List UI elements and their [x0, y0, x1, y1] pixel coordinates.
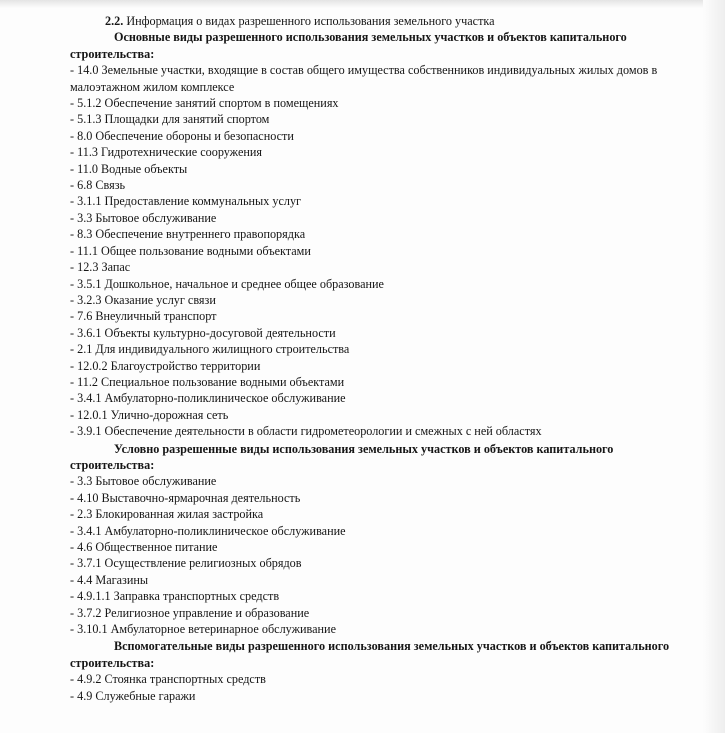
list-item: - 3.9.1 Обеспечение деятельности в области гидрометеорологии и смежных с ней областях: [70, 424, 542, 439]
list-item: - 3.6.1 Объекты культурно-досуговой деятельности: [70, 325, 336, 340]
list-item: - 7.6 Внеуличный транспорт: [70, 309, 217, 324]
list-item: - 5.1.2 Обеспечение занятий спортом в помещениях: [70, 96, 339, 111]
list-item: - 4.9.2 Стоянка транспортных средств: [70, 672, 266, 687]
list-item: - 3.3 Бытовое обслуживание: [70, 210, 217, 225]
list-item: - 3.3 Бытовое обслуживание: [70, 474, 217, 489]
list-item: - 3.5.1 Дошкольное, начальное и среднее общее образование: [70, 276, 384, 291]
list-item: - 14.0 Земельные участки, входящие в состав общего имущества собственников индивидуальных жилых домов в малоэтажном жилом комплексе: [70, 63, 658, 94]
document-body: [70, 13, 690, 704]
list-item: - 11.0 Водные объекты: [70, 161, 188, 176]
auxiliary-uses-heading: Вспомогательные виды разрешенного использования земельных участков и объектов капитального строительства:: [70, 639, 670, 670]
list-item: - 8.0 Обеспечение обороны и безопасности: [70, 128, 294, 143]
list-item: - 4.4 Магазины: [70, 572, 149, 587]
list-item: - 2.1 Для индивидуального жилищного строительства: [70, 342, 350, 357]
list-item: - 5.1.3 Площадки для занятий спортом: [70, 112, 270, 127]
list-item: - 3.7.2 Религиозное управление и образование: [70, 605, 310, 620]
list-item: - 11.1 Общее пользование водными объектами: [70, 243, 311, 258]
conditional-uses-list: [70, 473, 690, 637]
list-item: - 4.9 Служебные гаражи: [70, 688, 196, 703]
section-title-number: 2.2.: [105, 14, 124, 28]
list-item: - 3.7.1 Осуществление религиозных обрядов: [70, 556, 302, 571]
list-item: - 3.4.1 Амбулаторно-поликлиническое обслуживание: [70, 523, 346, 538]
section-title-text: Информация о видах разрешенного использования земельного участка: [123, 14, 495, 28]
list-item: - 4.9.1.1 Заправка транспортных средств: [70, 589, 280, 604]
conditional-uses-heading: Условно разрешенные виды использования земельных участков и объектов капитального строительства:: [70, 441, 614, 472]
list-item: - 3.4.1 Амбулаторно-поликлиническое обслуживание: [70, 391, 346, 406]
page-right-shadow: [703, 0, 725, 733]
list-item: - 3.10.1 Амбулаторное ветеринарное обслуживание: [70, 622, 336, 637]
auxiliary-uses-list: [70, 671, 690, 704]
list-item: - 3.1.1 Предоставление коммунальных услуг: [70, 194, 302, 209]
list-item: - 11.2 Специальное пользование водными объектами: [70, 374, 345, 389]
list-item: - 12.0.1 Улично-дорожная сеть: [70, 407, 229, 422]
list-item: - 11.3 Гидротехнические сооружения: [70, 145, 263, 160]
main-uses-list: [70, 62, 690, 439]
list-item: - 12.0.2 Благоустройство территории: [70, 358, 261, 373]
section-title: [70, 13, 690, 29]
list-item: - 6.8 Связь: [70, 178, 126, 193]
main-uses-heading: Основные виды разрешенного использования земельных участков и объектов капитального строительства:: [70, 30, 627, 61]
list-item: - 8.3 Обеспечение внутреннего правопорядка: [70, 227, 306, 242]
list-item: - 2.3 Блокированная жилая застройка: [70, 507, 264, 522]
list-item: - 12.3 Запас: [70, 260, 131, 275]
page-top-shadow: [0, 0, 725, 8]
list-item: - 4.6 Общественное питание: [70, 540, 218, 554]
list-item: - 3.2.3 Оказание услуг связи: [70, 292, 216, 307]
list-item: - 4.10 Выставочно-ярмарочная деятельность: [70, 490, 301, 505]
